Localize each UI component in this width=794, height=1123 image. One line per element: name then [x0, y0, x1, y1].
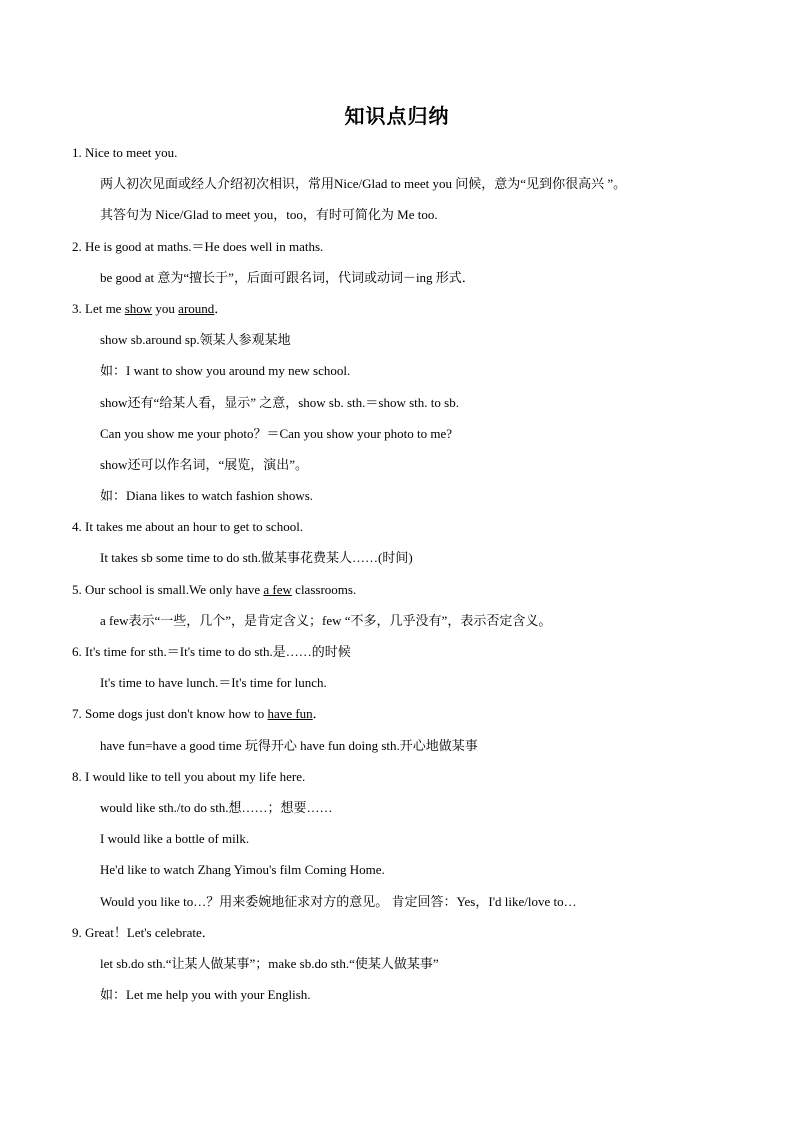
note-line: I would like a bottle of milk. — [100, 831, 250, 847]
note-line: 如：Diana likes to watch fashion shows. — [100, 488, 314, 504]
underlined-phrase: have fun — [267, 706, 313, 722]
note-line: would like sth./to do sth.想……；想要…… — [100, 799, 333, 815]
note-line: show sb.around sp.领某人参观某地 — [100, 332, 291, 348]
item-heading — [72, 702, 752, 733]
item-heading — [72, 578, 752, 609]
text-segment: you — [152, 300, 179, 316]
note-line: 两人初次见面或经人介绍初次相识，常用Nice/Glad to meet you 问候，意为“见到你很高兴 ”。 — [100, 176, 627, 192]
text-segment: 5. Our school is small.We only have — [72, 581, 264, 597]
underlined-phrase: a few — [263, 581, 292, 597]
item-heading: 4. It takes me about an hour to get to school. — [72, 519, 304, 535]
note-line: 如：I want to show you around my new school. — [100, 363, 351, 379]
text-segment: ． — [214, 300, 228, 316]
text-segment: 3. Let me — [72, 300, 125, 316]
content-body — [72, 141, 752, 1014]
note-line: 其答句为 Nice/Glad to meet you，too，有时可简化为 Me too. — [100, 207, 438, 223]
note-line: be good at 意为“擅长于”，后面可跟名词，代词或动词－ing 形式． — [100, 269, 475, 285]
note-line: have fun=have a good time 玩得开心 have fun doing sth.开心地做某事 — [100, 737, 478, 753]
note-line: It's time to have lunch.＝It's time for lunch. — [100, 675, 327, 691]
text-segment: 7. Some dogs just don't know how to — [72, 706, 268, 722]
item-heading: 1. Nice to meet you. — [72, 145, 178, 160]
item-heading: 6. It's time for sth.＝It's time to do sth.是……的时候 — [72, 644, 351, 659]
text-segment: classrooms. — [291, 581, 357, 597]
note-line: Can you show me your photo？＝Can you show your photo to me? — [100, 425, 453, 441]
note-line: He'd like to watch Zhang Yimou's film Coming Home. — [100, 862, 385, 878]
note-line: let sb.do sth.“让某人做某事”；make sb.do sth.“使某人做某事” — [100, 955, 439, 971]
note-line: a few表示“一些，几个”，是肯定含义；few “不多，几乎没有”，表示否定含义。 — [100, 612, 552, 628]
note-line: show还有“给某人看，显示” 之意，show sb. sth.＝show sth. to sb. — [100, 394, 459, 410]
underlined-phrase: show — [124, 300, 153, 316]
item-heading: 8. I would like to tell you about my life here. — [72, 768, 306, 784]
underlined-phrase: around — [178, 300, 215, 316]
text-segment: ． — [312, 706, 326, 722]
page-title: 知识点归纳 — [344, 104, 450, 128]
note-line: 如：Let me help you with your English. — [100, 987, 311, 1003]
note-line: Would you like to…？用来委婉地征求对方的意见。 肯定回答：Yes，I'd like/love to… — [100, 893, 577, 909]
note-line: show还可以作名词，“展览，演出”。 — [100, 456, 308, 472]
item-heading: 9. Great！Let's celebrate． — [72, 924, 215, 940]
note-line: It takes sb some time to do sth.做某事花费某人……(时间) — [100, 550, 413, 566]
item-heading: 2. He is good at maths.＝He does well in maths. — [72, 238, 324, 254]
item-heading — [72, 297, 752, 328]
